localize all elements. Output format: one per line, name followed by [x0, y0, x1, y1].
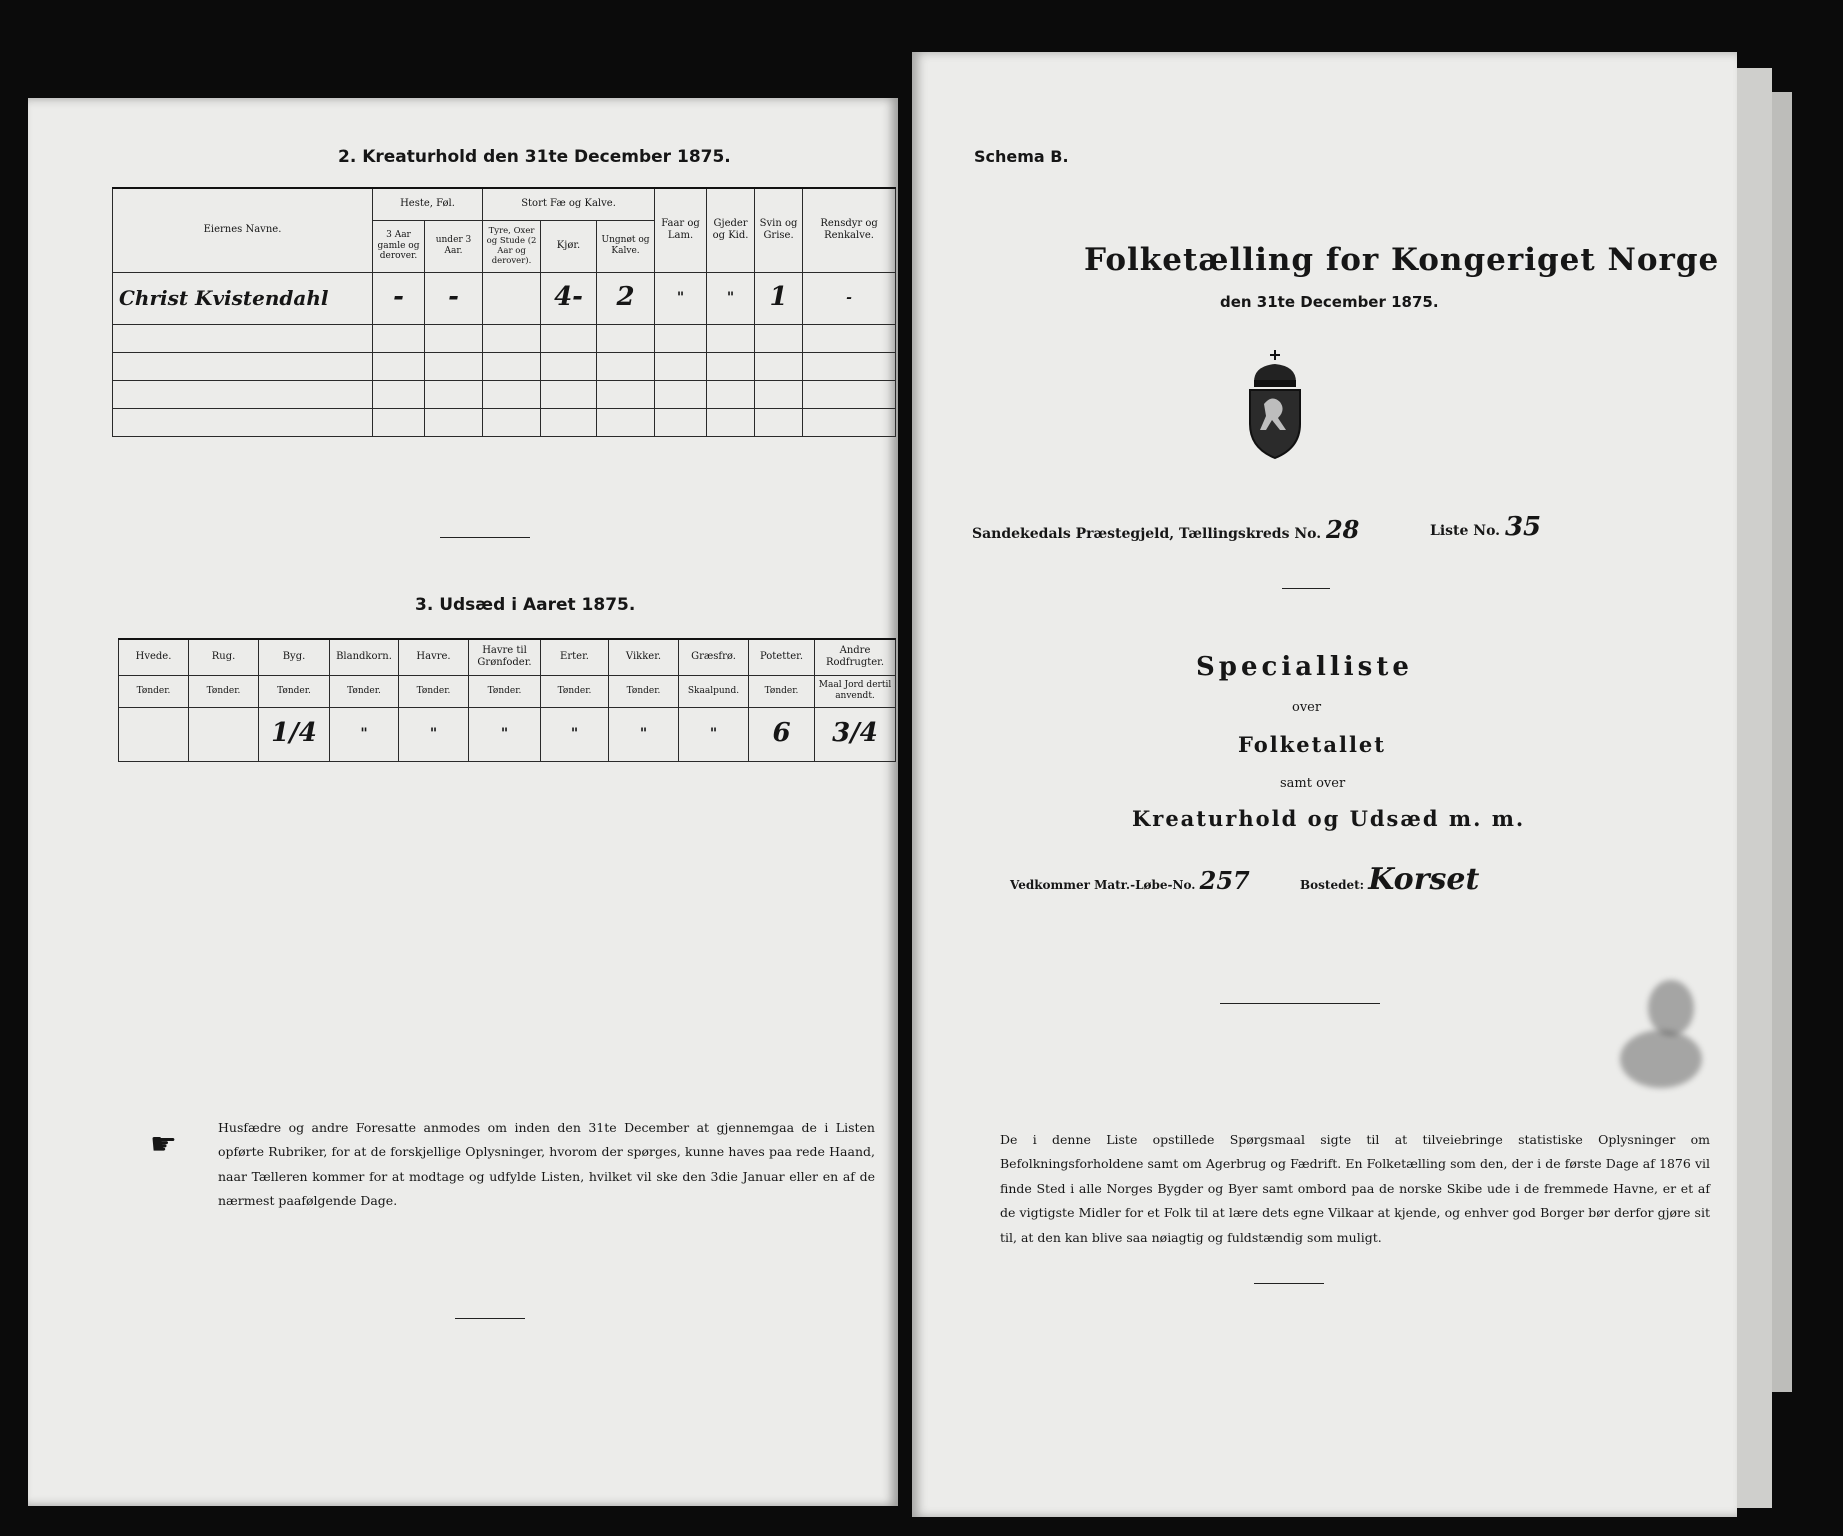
district-number: 28	[1325, 515, 1360, 544]
sowing-unit-2: Tønder.	[259, 675, 330, 707]
matr-prefix: Vedkommer Matr.-Løbe-No.	[1010, 878, 1196, 892]
schema-label: Schema B.	[974, 147, 1069, 166]
main-title: Folketælling for Kongeriget Norge	[1084, 242, 1720, 278]
pigs-header: Svin og Grise.	[755, 188, 803, 272]
list-number: 35	[1504, 512, 1542, 542]
horses-under-header: under 3 Aar.	[425, 220, 483, 272]
sowing-value-5: "	[469, 707, 541, 761]
cell-young-cattle: 2	[597, 272, 655, 324]
special-title: Specialliste	[1196, 652, 1413, 682]
sowing-unit-0: Tønder.	[119, 675, 189, 707]
sowing-value-row	[119, 707, 896, 761]
pointing-hand-icon: ☛	[150, 1127, 177, 1162]
cell-bulls	[483, 272, 541, 324]
bottom-divider	[455, 1318, 525, 1319]
sowing-value-4: "	[399, 707, 469, 761]
divider-right-2	[1220, 1003, 1380, 1004]
sowing-header-1: Rug.	[189, 639, 259, 675]
sowing-value-10: 3/4	[815, 707, 896, 761]
list-prefix: Liste No.	[1430, 523, 1501, 539]
owner-name: Christ Kvistendahl	[113, 272, 373, 324]
young-cattle-header: Ungnøt og Kalve.	[597, 220, 655, 272]
bosted-value: Korset	[1368, 862, 1480, 897]
list-line	[1430, 512, 1541, 542]
sowing-unit-8: Skaalpund.	[679, 675, 749, 707]
bosted-prefix: Bostedet:	[1300, 878, 1365, 892]
cell-horses-under: -	[425, 272, 483, 324]
ink-smudge-2	[1620, 1030, 1702, 1088]
livestock-row	[113, 272, 896, 324]
samt-over-label: samt over	[1280, 776, 1346, 791]
section2-title: 2. Kreaturhold den 31te December 1875.	[338, 147, 731, 167]
sowing-value-6: "	[541, 707, 609, 761]
sowing-value-8: "	[679, 707, 749, 761]
owner-header: Eiernes Navne.	[113, 188, 373, 272]
sowing-value-2: 1/4	[259, 707, 330, 761]
over-label-1: over	[1292, 700, 1322, 715]
page-edge	[1737, 68, 1772, 1508]
intro-text: De i denne Liste opstillede Spørgsmaal sigte til at tilveiebringe statistiske Oplysninger om Befolkningsforholdene samt om Agerbrug og Fædrift. En Folketælling som den, der i de første Dage af 1876 vil finde Sted i alle Norges Bygder og Byer samt ombord paa de norske Skibe ude i de fremmede Havne, er et af de vigtigste Midler for et Folk til at lære dets egne Vilkaar at kjende, og enhver god Borger bør derfor gjøre sit til, at den kan blive saa nøiagtig og fuldstændig som muligt.	[1000, 1132, 1710, 1245]
notice-text: Husfædre og andre Foresatte anmodes om inden den 31te December at gjennemgaa de i Listen opførte Rubriker, for at de forskjellige Oplysninger, hvorom der spørges, kunne haves paa rede Haand, naar Tælleren kommer for at modtage og udfylde Listen, hvilket vil ske den 3die Januar eller en af de nærmest paafølgende Dage.	[218, 1120, 875, 1209]
cell-reindeer: -	[803, 272, 896, 324]
sowing-header-5: Havre til Grønfoder.	[469, 639, 541, 675]
horses-group-header: Heste, Føl.	[373, 188, 483, 220]
sowing-unit-9: Tønder.	[749, 675, 815, 707]
divider-right	[1282, 588, 1330, 589]
matr-line	[1010, 866, 1250, 895]
sowing-value-1	[189, 707, 259, 761]
ink-smudge	[1648, 980, 1694, 1036]
cell-sheep: "	[655, 272, 707, 324]
sowing-unit-10: Maal Jord dertil anvendt.	[815, 675, 896, 707]
sowing-value-9: 6	[749, 707, 815, 761]
sowing-table	[118, 638, 896, 762]
sowing-unit-4: Tønder.	[399, 675, 469, 707]
date-line: den 31te December 1875.	[1220, 293, 1439, 311]
parish-line	[972, 515, 1359, 544]
cell-pigs: 1	[755, 272, 803, 324]
parish-prefix: Sandekedals Præstegjeld, Tællingskreds No.	[972, 526, 1322, 542]
sowing-unit-5: Tønder.	[469, 675, 541, 707]
sowing-header-0: Hvede.	[119, 639, 189, 675]
bulls-header: Tyre, Oxer og Stude (2 Aar og derover).	[483, 220, 541, 272]
sowing-header-row	[119, 639, 896, 675]
sowing-header-7: Vikker.	[609, 639, 679, 675]
sheep-header: Faar og Lam.	[655, 188, 707, 272]
sowing-unit-1: Tønder.	[189, 675, 259, 707]
sowing-unit-row	[119, 675, 896, 707]
sowing-header-3: Blandkorn.	[330, 639, 399, 675]
section3-title: 3. Udsæd i Aaret 1875.	[415, 595, 636, 615]
sowing-header-6: Erter.	[541, 639, 609, 675]
goats-header: Gjeder og Kid.	[707, 188, 755, 272]
matr-number: 257	[1199, 866, 1250, 895]
sowing-header-2: Byg.	[259, 639, 330, 675]
cell-cows: 4-	[541, 272, 597, 324]
sowing-value-0	[119, 707, 189, 761]
sowing-value-7: "	[609, 707, 679, 761]
sowing-unit-6: Tønder.	[541, 675, 609, 707]
sowing-value-3: "	[330, 707, 399, 761]
sowing-header-9: Potetter.	[749, 639, 815, 675]
sowing-unit-7: Tønder.	[609, 675, 679, 707]
horses-3yr-header: 3 Aar gamle og derover.	[373, 220, 425, 272]
folketallet-label: Folketallet	[1238, 732, 1386, 757]
cell-horses-3yr: -	[373, 272, 425, 324]
sowing-unit-3: Tønder.	[330, 675, 399, 707]
sowing-header-8: Græsfrø.	[679, 639, 749, 675]
page-edge-2	[1772, 92, 1792, 1392]
bottom-divider-right	[1254, 1283, 1324, 1284]
sowing-header-10: Andre Rodfrugter.	[815, 639, 896, 675]
coat-of-arms-icon	[1240, 348, 1310, 460]
livestock-table	[112, 187, 896, 437]
cattle-group-header: Stort Fæ og Kalve.	[483, 188, 655, 220]
bosted-line	[1300, 862, 1479, 897]
kreaturhold-label: Kreaturhold og Udsæd m. m.	[1132, 806, 1526, 831]
sowing-header-4: Havre.	[399, 639, 469, 675]
cell-goats: "	[707, 272, 755, 324]
cows-header: Kjør.	[541, 220, 597, 272]
divider	[440, 537, 530, 538]
reindeer-header: Rensdyr og Renkalve.	[803, 188, 896, 272]
